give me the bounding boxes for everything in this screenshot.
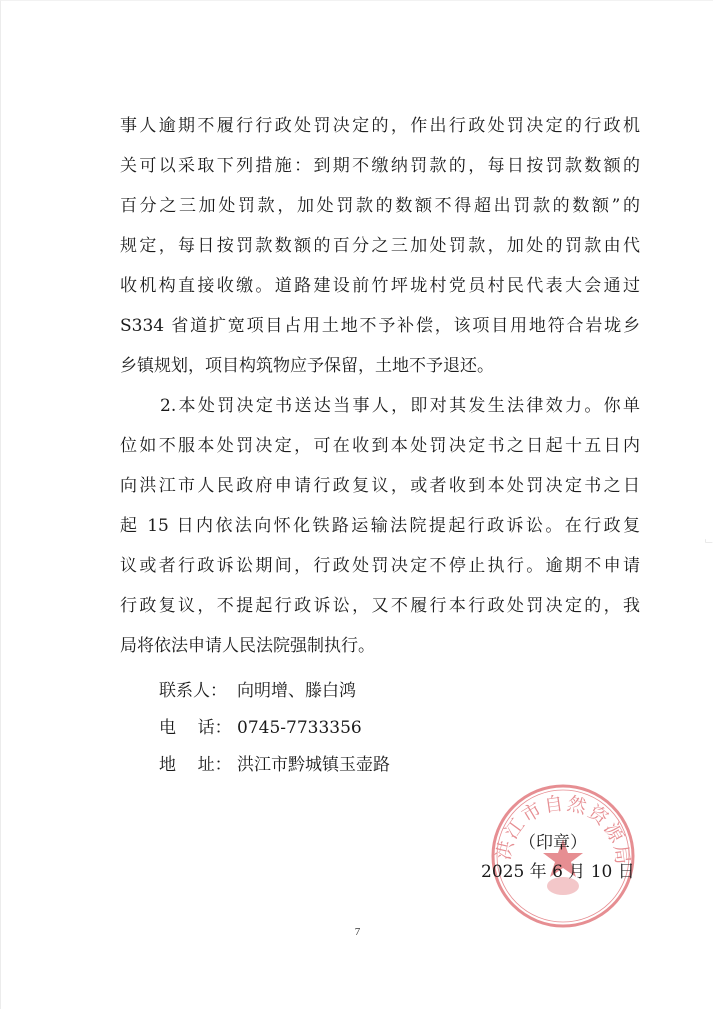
seal-caption: （印章） (519, 833, 587, 853)
paragraph-2-line-3: 向洪江市人民政府申请行政复议，或者收到本处罚决定书之日 (120, 476, 640, 496)
paragraph-2-line-4: 起 15 日内依法向怀化铁路运输法院提起行政诉讼。在行政复 (120, 516, 640, 536)
scan-edge-mark: ﹂ (705, 540, 715, 551)
paragraph-1-line-5: 收机构直接收缴。道路建设前竹坪垅村党员村民代表大会通过 (120, 276, 640, 296)
paragraph-1-line-1: 事人逾期不履行行政处罚决定的，作出行政处罚决定的行政机 (120, 116, 640, 136)
contact-address-label: 地 址： (159, 755, 232, 775)
contact-phone-label: 电 话： (159, 718, 232, 738)
paragraph-2-line-2: 位如不服本处罚决定，可在收到本处罚决定书之日起十五日内 (120, 436, 640, 456)
paragraph-1-line-3: 百分之三加处罚款，加处罚款的数额不得超出罚款的数额”的 (120, 196, 640, 216)
contact-person-label: 联系人： (159, 681, 227, 701)
paragraph-1-line-6: S334 省道扩宽项目占用土地不予补偿，该项目用地符合岩垅乡 (120, 316, 640, 336)
contact-person-row (159, 671, 356, 711)
paragraph-1-line-7: 乡镇规划，项目构筑物应予保留，土地不予退还。 (120, 356, 494, 376)
contact-address-value: 洪江市黔城镇玉壶路 (237, 755, 390, 775)
paragraph-2-line-1: 2.本处罚决定书送达当事人，即对其发生法律效力。你单 (160, 396, 640, 416)
contact-person-value: 向明增、滕白鸿 (237, 681, 356, 701)
paragraph-2-line-5: 议或者行政诉讼期间，行政处罚决定不停止执行。逾期不申请 (120, 556, 640, 576)
paragraph-2-line-7: 局将依法申请人民法院强制执行。 (120, 636, 375, 656)
paragraph-1-line-4: 规定，每日按罚款数额的百分之三加处罚款，加处的罚款由代 (120, 236, 640, 256)
seal-text: 洪江市自然资源局 (492, 792, 634, 868)
page-number: 7 (354, 926, 361, 938)
contact-phone-row (159, 708, 362, 748)
contact-phone-value: 0745-7733356 (237, 718, 362, 738)
paragraph-2-line-6: 行政复议，不提起行政诉讼，又不履行本行政处罚决定的，我 (120, 596, 640, 616)
paragraph-1-line-2: 关可以采取下列措施：到期不缴纳罚款的，每日按罚款数额的 (120, 156, 640, 176)
contact-address-row (159, 745, 390, 785)
document-date: 2025 年 6 月 10 日 (481, 862, 635, 882)
